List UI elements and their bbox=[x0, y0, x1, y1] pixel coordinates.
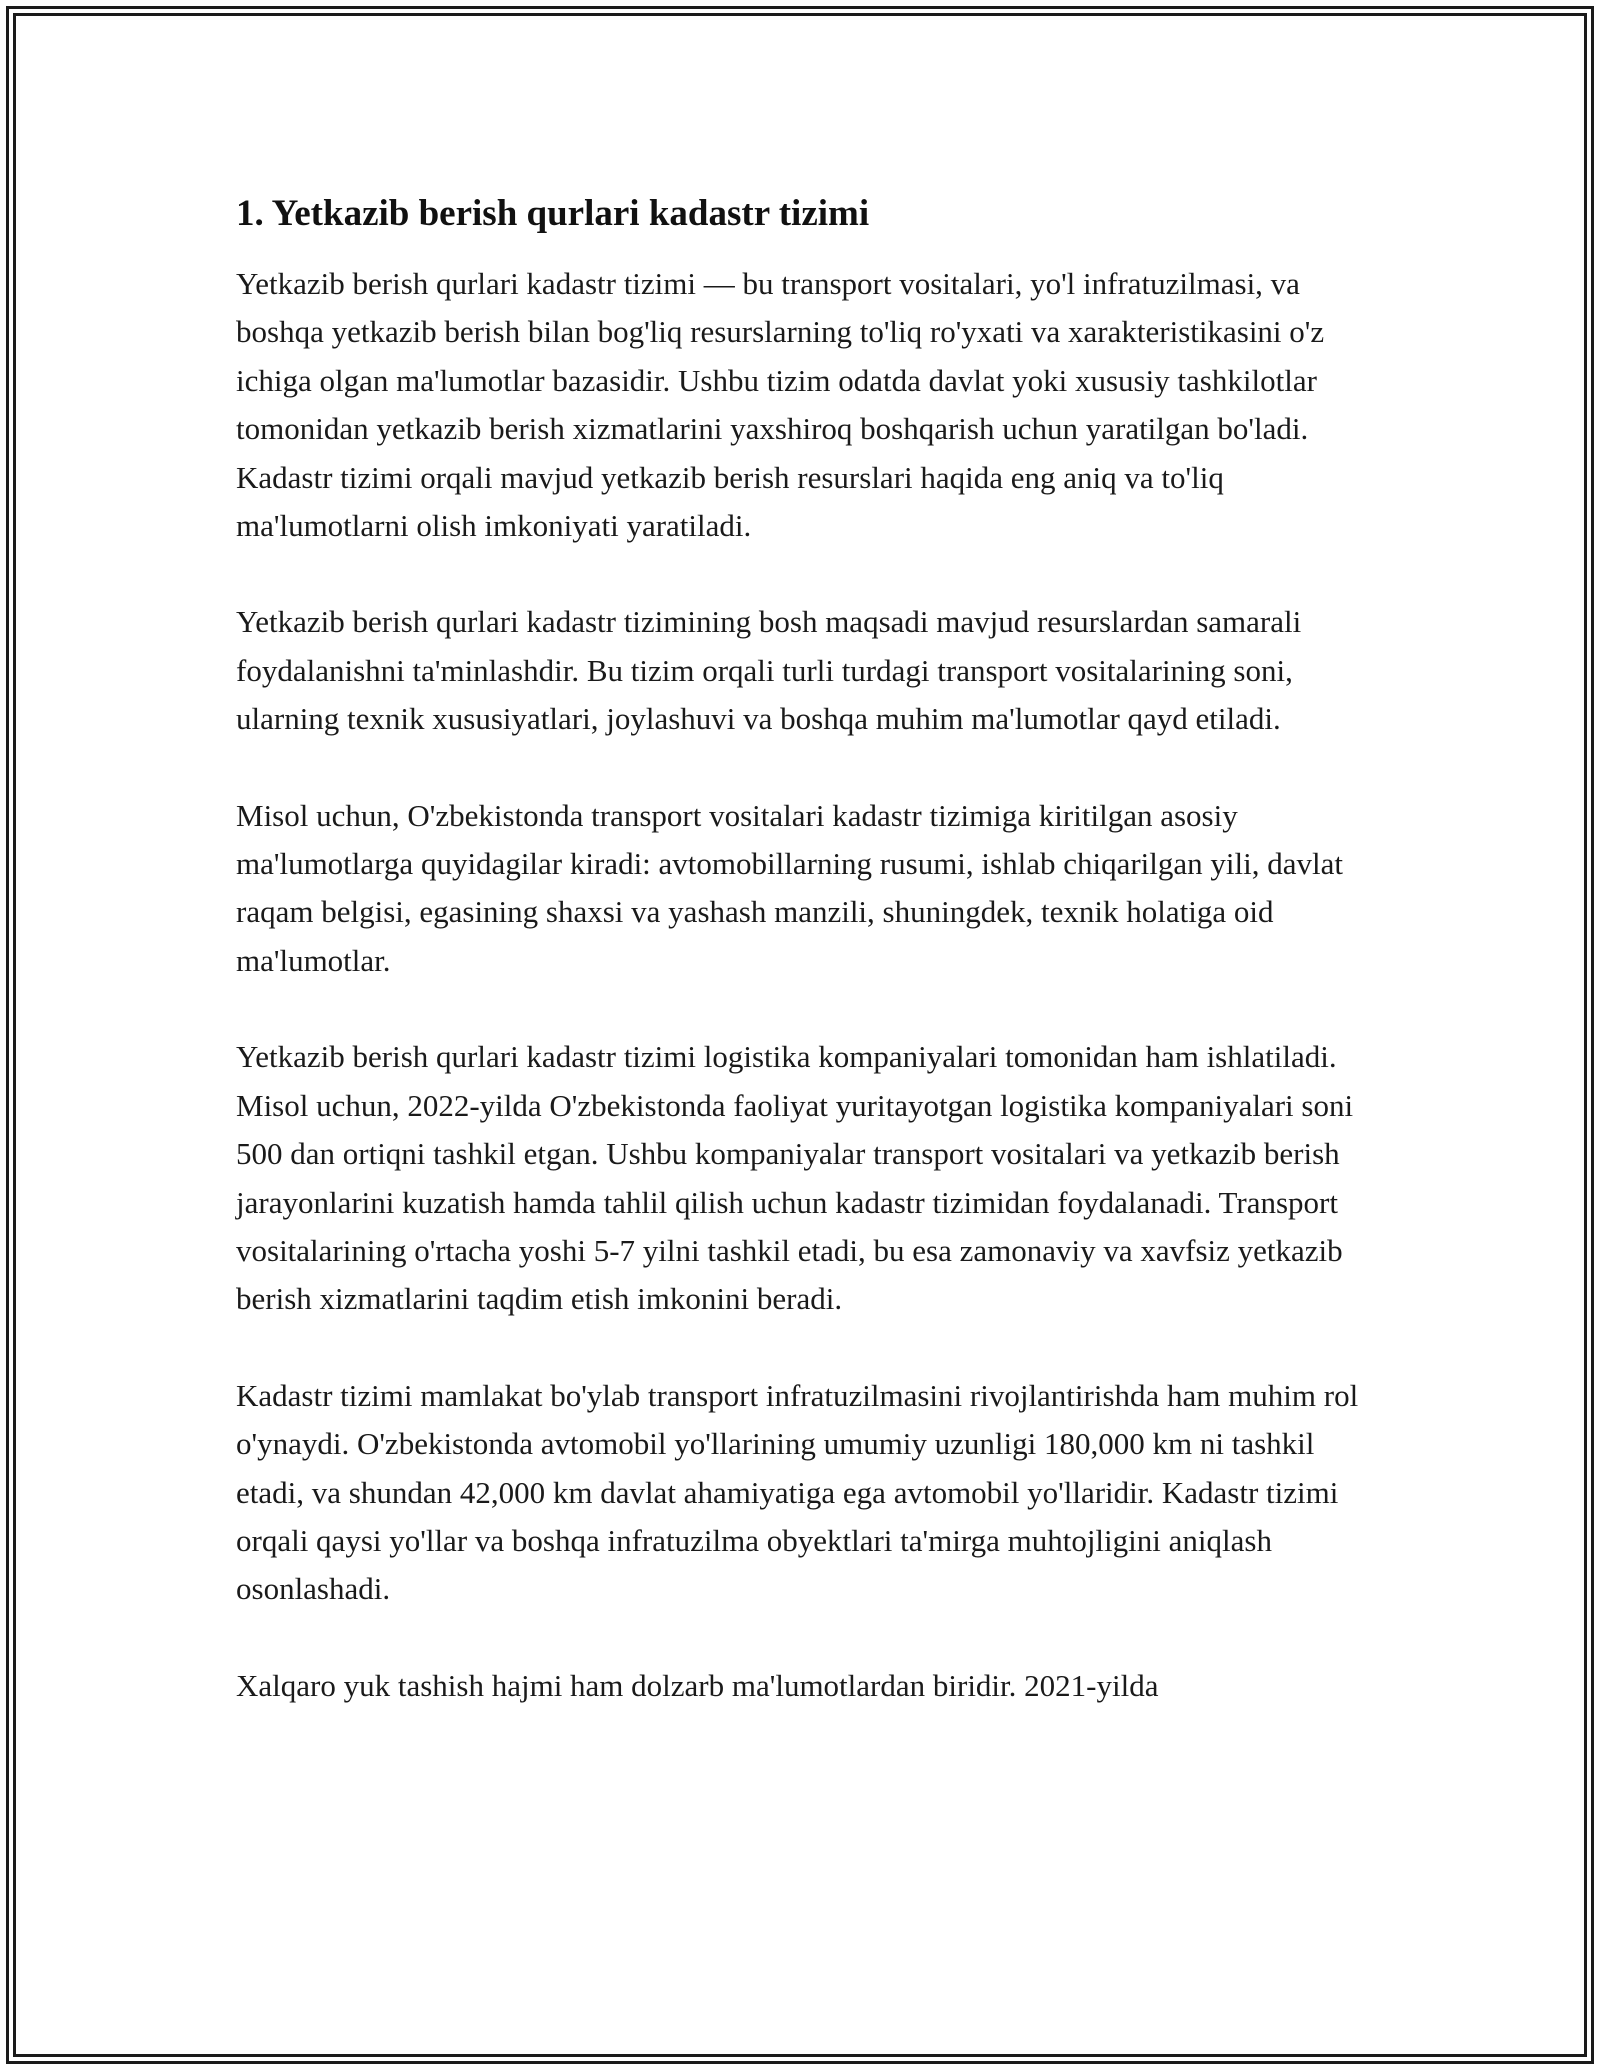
paragraph-example: Misol uchun, O'zbekistonda transport vositalari kadastr tizimiga kiritilgan asosiy ma'lumotlarga quyidagilar kiradi: avtomobillarning rusumi, ishlab chiqarilgan yili, davlat raqam belgisi, egasining shaxsi va yashash manzili, shuningdek, texnik holatiga oid ma'lumotlar. bbox=[236, 797, 1343, 978]
paragraph-logistics: Yetkazib berish qurlari kadastr tizimi logistika kompaniyalari tomonidan ham ishlatiladi. Misol uchun, 2022-yilda O'zbekistonda faoliyat yuritayotgan logistika kompaniyalari soni 500 dan ortiqni tashkil etgan. Ushbu kompaniyalar transport vositalari va yetkazib berish jarayonlarini kuzatish hamda tahlil qilish uchun kadastr tizimidan foydalanadi. Transport vositalarining o'rtacha yoshi 5-7 yilni tashkil etadi, bu esa zamonaviy va xavfsiz yetkazib berish xizmatlarini taqdim etish imkonini beradi. bbox=[236, 1039, 1354, 1317]
paragraph-intro: Yetkazib berish qurlari kadastr tizimi — bu transport vositalari, yo'l infratuzilmasi, va boshqa yetkazib berish bilan bog'liq resurslarning to'liq ro'yxati va xarakteristikasini o'z ichiga olgan ma'lumotlar bazasidir. Ushbu tizim odatda davlat yoki xususiy tashkilotlar tomonidan yetkazib berish xizmatlarini yaxshiroq boshqarish uchun yaratilgan bo'ladi. Kadastr tizimi orqali mavjud yetkazib berish resurslari haqida eng aniq va to'liq ma'lumotlarni olish imkoniyati yaratiladi. bbox=[236, 266, 1325, 544]
paragraph-purpose: Yetkazib berish qurlari kadastr tizimining bosh maqsadi mavjud resurslardan samarali foydalanishni ta'minlashdir. Bu tizim orqali turli turdagi transport vositalarining soni, ularning texnik xususiyatlari, joylashuvi va boshqa muhim ma'lumotlar qayd etiladi. bbox=[236, 604, 1302, 737]
document-body bbox=[236, 186, 1376, 1710]
section-heading: 1. Yetkazib berish qurlari kadastr tizimi bbox=[236, 193, 870, 234]
paragraph-international-freight: Xalqaro yuk tashish hajmi ham dolzarb ma'lumotlardan biridir. 2021-yilda bbox=[236, 1667, 1159, 1703]
paragraph-infrastructure: Kadastr tizimi mamlakat bo'ylab transport infratuzilmasini rivojlantirishda ham muhim rol o'ynaydi. O'zbekistonda avtomobil yo'llarining umumiy uzunligi 180,000 km ni tashkil etadi, va shundan 42,000 km davlat ahamiyatiga ega avtomobil yo'llaridir. Kadastr tizimi orqali qaysi yo'llar va boshqa infratuzilma obyektlari ta'mirga muhtojligini aniqlash osonlashadi. bbox=[236, 1377, 1359, 1607]
